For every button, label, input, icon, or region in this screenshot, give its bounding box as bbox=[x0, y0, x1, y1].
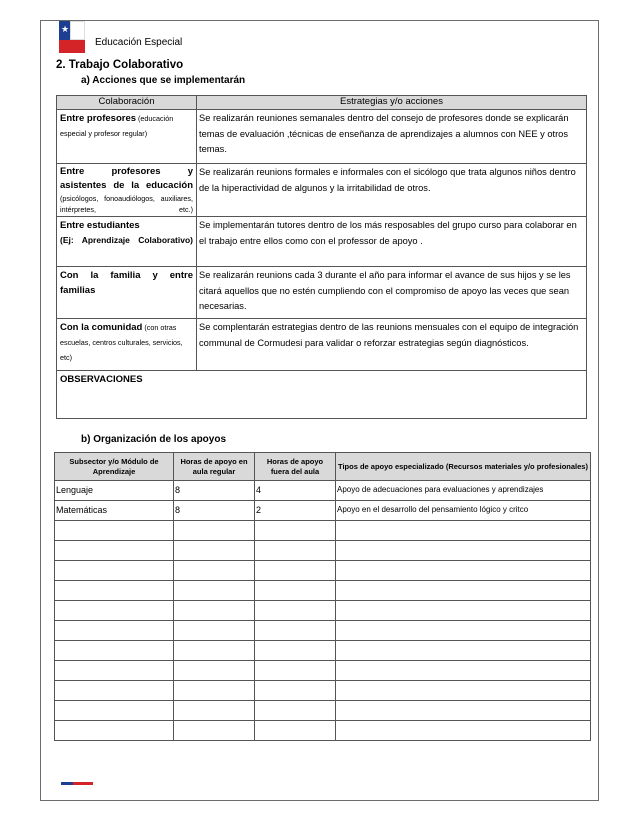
column-header: Tipos de apoyo especializado (Recursos materiales y/o profesionales) bbox=[336, 453, 591, 481]
table-cell bbox=[255, 721, 336, 741]
table-cell bbox=[336, 721, 591, 741]
column-header: Subsector y/o Módulo de Aprendizaje bbox=[55, 453, 174, 481]
table-cell bbox=[55, 661, 174, 681]
table-cell: 4 bbox=[255, 481, 336, 501]
table-cell bbox=[55, 521, 174, 541]
table-cell bbox=[174, 661, 255, 681]
column-header: Horas de apoyo fuera del aula bbox=[255, 453, 336, 481]
table-cell bbox=[255, 701, 336, 721]
table-row bbox=[57, 164, 587, 217]
strategy-text: Se realizarán reunions cada 3 durante el año para informar el avance de sus hijos y se les citará aquellos que no estén cumpliendo con el compromiso de apoyo las veces que sean necesarias. bbox=[197, 267, 587, 319]
table-cell bbox=[174, 521, 255, 541]
table-cell bbox=[336, 581, 591, 601]
table-cell bbox=[336, 641, 591, 661]
table-cell bbox=[55, 561, 174, 581]
table-row bbox=[55, 521, 591, 541]
table-cell bbox=[174, 681, 255, 701]
table-cell bbox=[255, 681, 336, 701]
strategy-text: Se realizarán reunions formales e informales con el sicólogo que trata algunos niños dentro de la hiperactividad de algunos y la irritabilidad de otros. bbox=[197, 164, 587, 217]
column-header: Colaboración bbox=[57, 96, 197, 110]
table-row bbox=[57, 267, 587, 319]
table-row bbox=[55, 581, 591, 601]
table-cell bbox=[55, 541, 174, 561]
table-cell bbox=[255, 521, 336, 541]
observaciones-label: OBSERVACIONES bbox=[60, 374, 143, 385]
table-row bbox=[55, 501, 591, 521]
footer-brand-bar bbox=[61, 782, 93, 785]
strategy-text: Se realizarán reuniones semanales dentro del consejo de profesores donde se explicarán temas de evaluación ,técnicas de enseñanza de aprendizajes a alumnos con NEE y otros temas. bbox=[197, 110, 587, 164]
column-header: Estrategias y/o acciones bbox=[197, 96, 587, 110]
table-row bbox=[57, 217, 587, 267]
subsection-b-title: b) Organización de los apoyos bbox=[81, 434, 227, 445]
table-row bbox=[55, 561, 591, 581]
table-cell bbox=[336, 601, 591, 621]
collab-label: Con la familia y entre familias bbox=[57, 267, 197, 319]
table-cell bbox=[255, 601, 336, 621]
table-row bbox=[55, 621, 591, 641]
table-row bbox=[55, 701, 591, 721]
table-cell bbox=[255, 561, 336, 581]
government-logo-icon: ★ bbox=[59, 21, 85, 53]
section-title: 2. Trabajo Colaborativo bbox=[56, 59, 184, 71]
table-cell bbox=[55, 721, 174, 741]
collab-label: Con la comunidad (con otras escuelas, centros culturales, servicios, etc) bbox=[57, 319, 197, 371]
table-cell bbox=[174, 721, 255, 741]
table-cell bbox=[55, 641, 174, 661]
table-cell bbox=[55, 581, 174, 601]
table-row bbox=[57, 110, 587, 164]
table-row bbox=[55, 481, 591, 501]
subsection-a-title: a) Acciones que se implementarán bbox=[81, 75, 246, 86]
table-cell bbox=[336, 661, 591, 681]
table-cell bbox=[255, 661, 336, 681]
table-cell: 8 bbox=[174, 481, 255, 501]
table-cell bbox=[174, 641, 255, 661]
table-row bbox=[55, 661, 591, 681]
table-cell bbox=[336, 621, 591, 641]
table-cell bbox=[336, 541, 591, 561]
collab-label: Entre profesores y asistentes de la educación (psicólogos, fonoaudiólogos, auxiliares, intérpretes, etc.) bbox=[57, 164, 197, 217]
table-cell bbox=[255, 581, 336, 601]
table-row bbox=[55, 601, 591, 621]
table-cell bbox=[174, 601, 255, 621]
table-row bbox=[55, 721, 591, 741]
table-cell bbox=[55, 601, 174, 621]
collab-label: Entre estudiantes (Ej: Aprendizaje Colaborativo) bbox=[57, 217, 197, 267]
table-cell bbox=[336, 521, 591, 541]
table-cell: Apoyo de adecuaciones para evaluaciones y aprendizajes bbox=[336, 481, 591, 501]
table-cell bbox=[55, 701, 174, 721]
table-row bbox=[55, 641, 591, 661]
table-cell bbox=[336, 561, 591, 581]
table-cell: 2 bbox=[255, 501, 336, 521]
table-cell bbox=[174, 701, 255, 721]
observaciones-row bbox=[57, 371, 587, 419]
strategy-text: Se complentarán estrategias dentro de las reunions mensuales con el equipo de integración communal de Cormudesi para validar o reforzar estrategias según diagnósticos. bbox=[197, 319, 587, 371]
table-cell bbox=[255, 541, 336, 561]
support-table bbox=[54, 452, 591, 741]
strategy-text: Se implementarán tutores dentro de los más resposables del grupo curso para colaborar en el trabajo entre ellos como con el professor de apoyo . bbox=[197, 217, 587, 267]
table-cell bbox=[55, 621, 174, 641]
document-page bbox=[40, 20, 599, 801]
table-cell bbox=[174, 541, 255, 561]
institution-header: Educación Especial bbox=[95, 37, 183, 48]
table-cell bbox=[255, 641, 336, 661]
table-row bbox=[57, 319, 587, 371]
table-row bbox=[55, 681, 591, 701]
table-cell bbox=[336, 681, 591, 701]
collab-label: Entre profesores (educación especial y profesor regular) bbox=[57, 110, 197, 164]
table-cell: Apoyo en el desarrollo del pensamiento lógico y critco bbox=[336, 501, 591, 521]
table-cell: Matemáticas bbox=[55, 501, 174, 521]
collaboration-table bbox=[56, 95, 587, 419]
table-cell bbox=[336, 701, 591, 721]
table-row bbox=[55, 541, 591, 561]
table-cell bbox=[174, 621, 255, 641]
table-cell: 8 bbox=[174, 501, 255, 521]
table-cell: Lenguaje bbox=[55, 481, 174, 501]
table-cell bbox=[255, 621, 336, 641]
table-cell bbox=[55, 681, 174, 701]
table-cell bbox=[174, 581, 255, 601]
column-header: Horas de apoyo en aula regular bbox=[174, 453, 255, 481]
table-cell bbox=[174, 561, 255, 581]
